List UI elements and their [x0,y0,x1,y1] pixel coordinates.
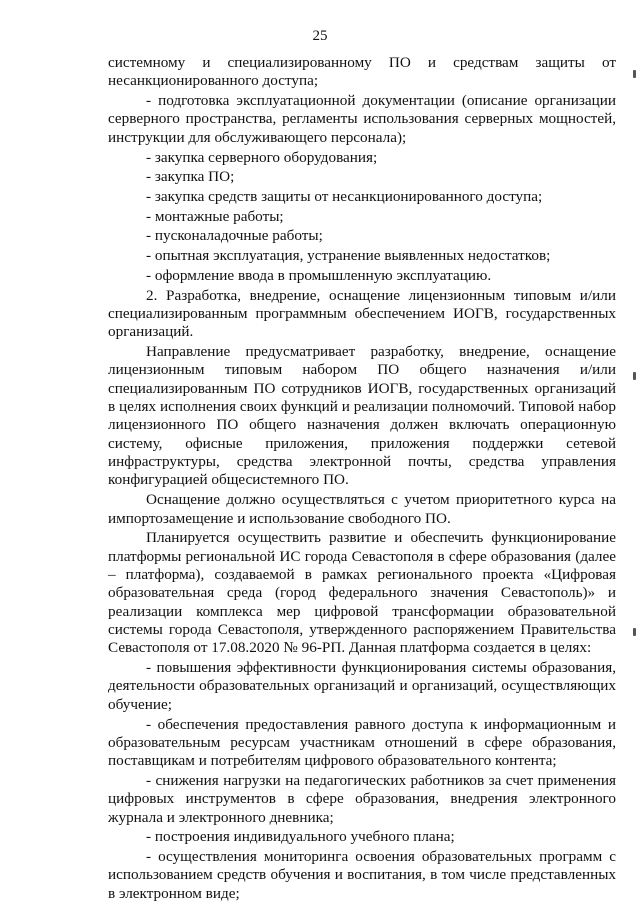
page-body [108,54,616,905]
scan-artifact-mark [633,372,636,380]
list-item: - подготовка эксплуатационной документации (описание организации серверного пространства, регламенты использования серверных мощностей, инструкции для обслуживающего персонала); [108,92,616,146]
paragraph: Планируется осуществить развитие и обеспечить функционирование платформы региональной ИС города Севастополя в сфере образования (далее – платформа), создаваемой в рамках регионального проекта «Цифровая образовательная среда (город федерального значения Севастополь)» и реализации комплекса мер цифровой трансформации образовательной системы города Севастополя, утвержденного распоряжением Правительства Севастополя от 17.08.2020 № 96-РП. Данная платформа создается в целях: [108,529,616,657]
list-item: - снижения нагрузки на педагогических работников за счет применения цифровых инструментов в сфере образования, внедрения электронного журнала и электронного дневника; [108,771,616,826]
list-item: - опытная эксплуатация, устранение выявленных недостатков; [146,247,551,265]
list-item: - повышения эффективности функционирования системы образования, деятельности образовательных организаций и организаций, осуществляющих обучение; [108,659,616,713]
list-item: - монтажные работы; [146,207,284,225]
scan-artifact-mark [633,628,636,636]
paragraph: Оснащение должно осуществляться с учетом приоритетного курса на импортозамещение и использование свободного ПО. [108,491,616,527]
paragraph: системному и специализированному ПО и средствам защиты от несанкционированного доступа; [108,54,616,90]
list-item: - построения индивидуального учебного плана; [146,828,455,846]
scan-artifact-mark [633,70,636,78]
list-item: - обеспечения предоставления равного доступа к информационным и образовательным ресурсам участникам отношений в сфере образования, поставщикам и потребителям цифрового образовательного контента; [108,715,616,770]
paragraph: 2. Разработка, внедрение, оснащение лицензионным типовым и/или специализированным программным обеспечением ИОГВ, государственных организаций. [108,286,616,341]
page-number: 25 [312,28,328,44]
list-item: - пусконаладочные работы; [146,227,323,245]
paragraph: Направление предусматривает разработку, внедрение, оснащение лицензионным типовым набором ПО общего назначения и/или специализированным ПО сотрудников ИОГВ, государственных организаций в целях исполнения своих функций и реализации полномочий. Типовой набор лицензионного ПО общего назначения должен включать операционную систему, офисные приложения, приложения поддержки сетевой инфраструктуры, средства электронной почты, средства управления конфигурацией общесистемного ПО. [108,343,616,489]
list-item: - закупка средств защиты от несанкционированного доступа; [146,187,543,205]
list-item: - оформление ввода в промышленную эксплуатацию. [146,266,492,284]
list-item: - осуществления мониторинга освоения образовательных программ с использованием средств обучения и воспитания, в том числе представленных в электронном виде; [108,848,616,902]
list-item: - закупка ПО; [146,168,235,186]
list-item: - закупка серверного оборудования; [146,148,378,166]
